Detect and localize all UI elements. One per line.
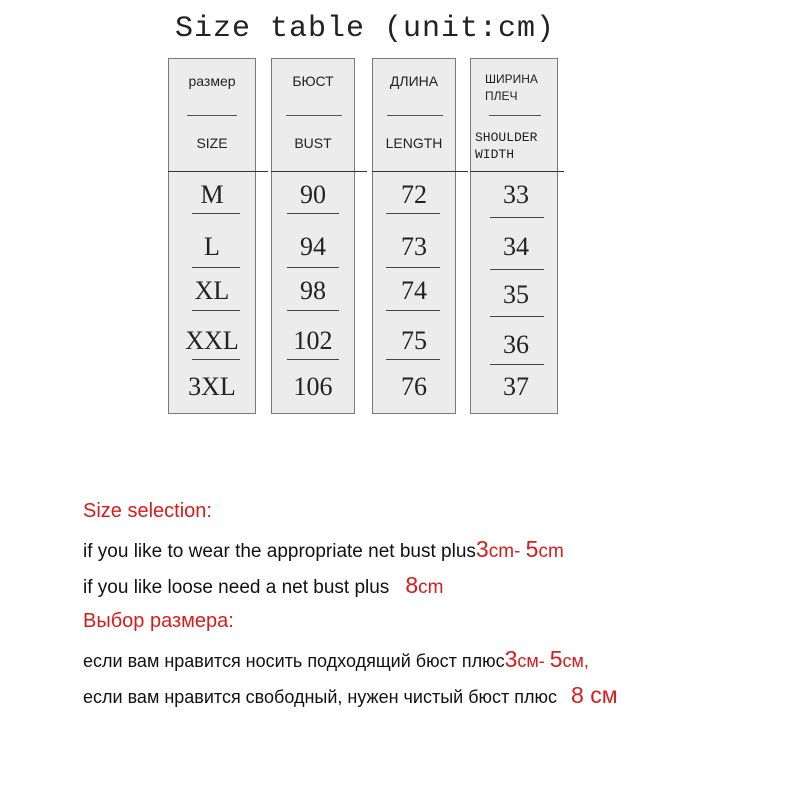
note-value: 3 <box>504 646 518 672</box>
page-title: Size table (unit:cm) <box>174 12 556 46</box>
header-divider <box>387 115 443 116</box>
size-header-ru: размер <box>188 73 236 89</box>
cell-underline <box>287 267 339 268</box>
cell-underline <box>192 310 240 311</box>
note-line-loose <box>83 572 443 599</box>
note-text: если вам нравится свободный, нужен чистый бюст плюс <box>83 687 558 707</box>
cell-underline <box>287 310 339 311</box>
length-cell: 72 <box>401 180 427 209</box>
size-cell: M <box>200 180 224 209</box>
header-separator <box>168 171 268 172</box>
cell-underline <box>287 213 339 214</box>
cell-underline <box>386 359 440 360</box>
size-cell: XL <box>194 276 230 305</box>
cell-underline <box>192 213 240 214</box>
cell-underline <box>192 359 240 360</box>
note-line-fitted-ru <box>83 646 589 673</box>
length-cell: 74 <box>401 276 427 305</box>
note-line-loose-ru <box>83 682 618 709</box>
cell-underline <box>287 359 339 360</box>
size-cell: L <box>204 232 220 261</box>
size-cell: XXL <box>185 326 239 355</box>
cell-underline <box>386 267 440 268</box>
bust-cell: 94 <box>300 232 326 261</box>
note-unit: см <box>583 682 618 708</box>
note-text: если вам нравится носить подходящий бюст плюс <box>83 651 505 671</box>
length-header-ru: ДЛИНА <box>389 73 439 89</box>
note-unit: см, <box>562 651 589 671</box>
header-separator <box>372 171 468 172</box>
note-value: 3 <box>475 536 489 562</box>
length-cell: 73 <box>401 232 427 261</box>
bust-cell: 90 <box>300 180 326 209</box>
shoulder-cell: 33 <box>503 180 529 209</box>
cell-underline <box>490 316 544 317</box>
length-cell: 75 <box>401 326 427 355</box>
size-selection-heading: Size selection: <box>83 500 212 522</box>
note-unit: cm <box>538 541 564 562</box>
shoulder-cell: 35 <box>503 280 529 309</box>
cell-underline <box>490 269 544 270</box>
shoulder-header-en: SHOULDER WIDTH <box>475 130 538 162</box>
note-value: 8 <box>571 682 584 708</box>
note-value: 5 <box>549 646 563 672</box>
note-text: if you like loose need a net bust plus <box>83 577 390 598</box>
shoulder-cell: 36 <box>503 330 529 359</box>
cell-underline <box>386 213 440 214</box>
bust-header-en: BUST <box>294 135 332 151</box>
header-separator <box>271 171 367 172</box>
header-divider <box>286 115 342 116</box>
cell-underline <box>490 364 544 365</box>
header-divider <box>187 115 237 116</box>
size-header-en: SIZE <box>196 135 228 151</box>
note-value: 8 <box>405 572 419 598</box>
note-line-fitted <box>83 536 564 563</box>
shoulder-header-ru: ШИРИНА ПЛЕЧ <box>485 72 538 103</box>
bust-cell: 98 <box>300 276 326 305</box>
cell-underline <box>490 217 544 218</box>
shoulder-cell: 34 <box>503 232 529 261</box>
cell-underline <box>386 310 440 311</box>
note-unit: cm <box>418 577 444 598</box>
size-selection-heading-ru: Выбор размера: <box>83 610 234 632</box>
length-cell: 76 <box>401 372 427 401</box>
note-value: 5 <box>525 536 539 562</box>
header-separator <box>470 171 564 172</box>
shoulder-cell: 37 <box>503 372 529 401</box>
bust-header-ru: БЮСТ <box>292 73 334 89</box>
bust-cell: 102 <box>293 326 333 355</box>
note-unit: cm- <box>488 541 526 562</box>
header-divider <box>489 115 541 116</box>
note-unit: см- <box>517 651 550 671</box>
size-cell: 3XL <box>188 372 236 401</box>
length-header-en: LENGTH <box>385 135 443 151</box>
bust-cell: 106 <box>293 372 333 401</box>
cell-underline <box>192 267 240 268</box>
note-text: if you like to wear the appropriate net bust plus <box>83 541 476 562</box>
